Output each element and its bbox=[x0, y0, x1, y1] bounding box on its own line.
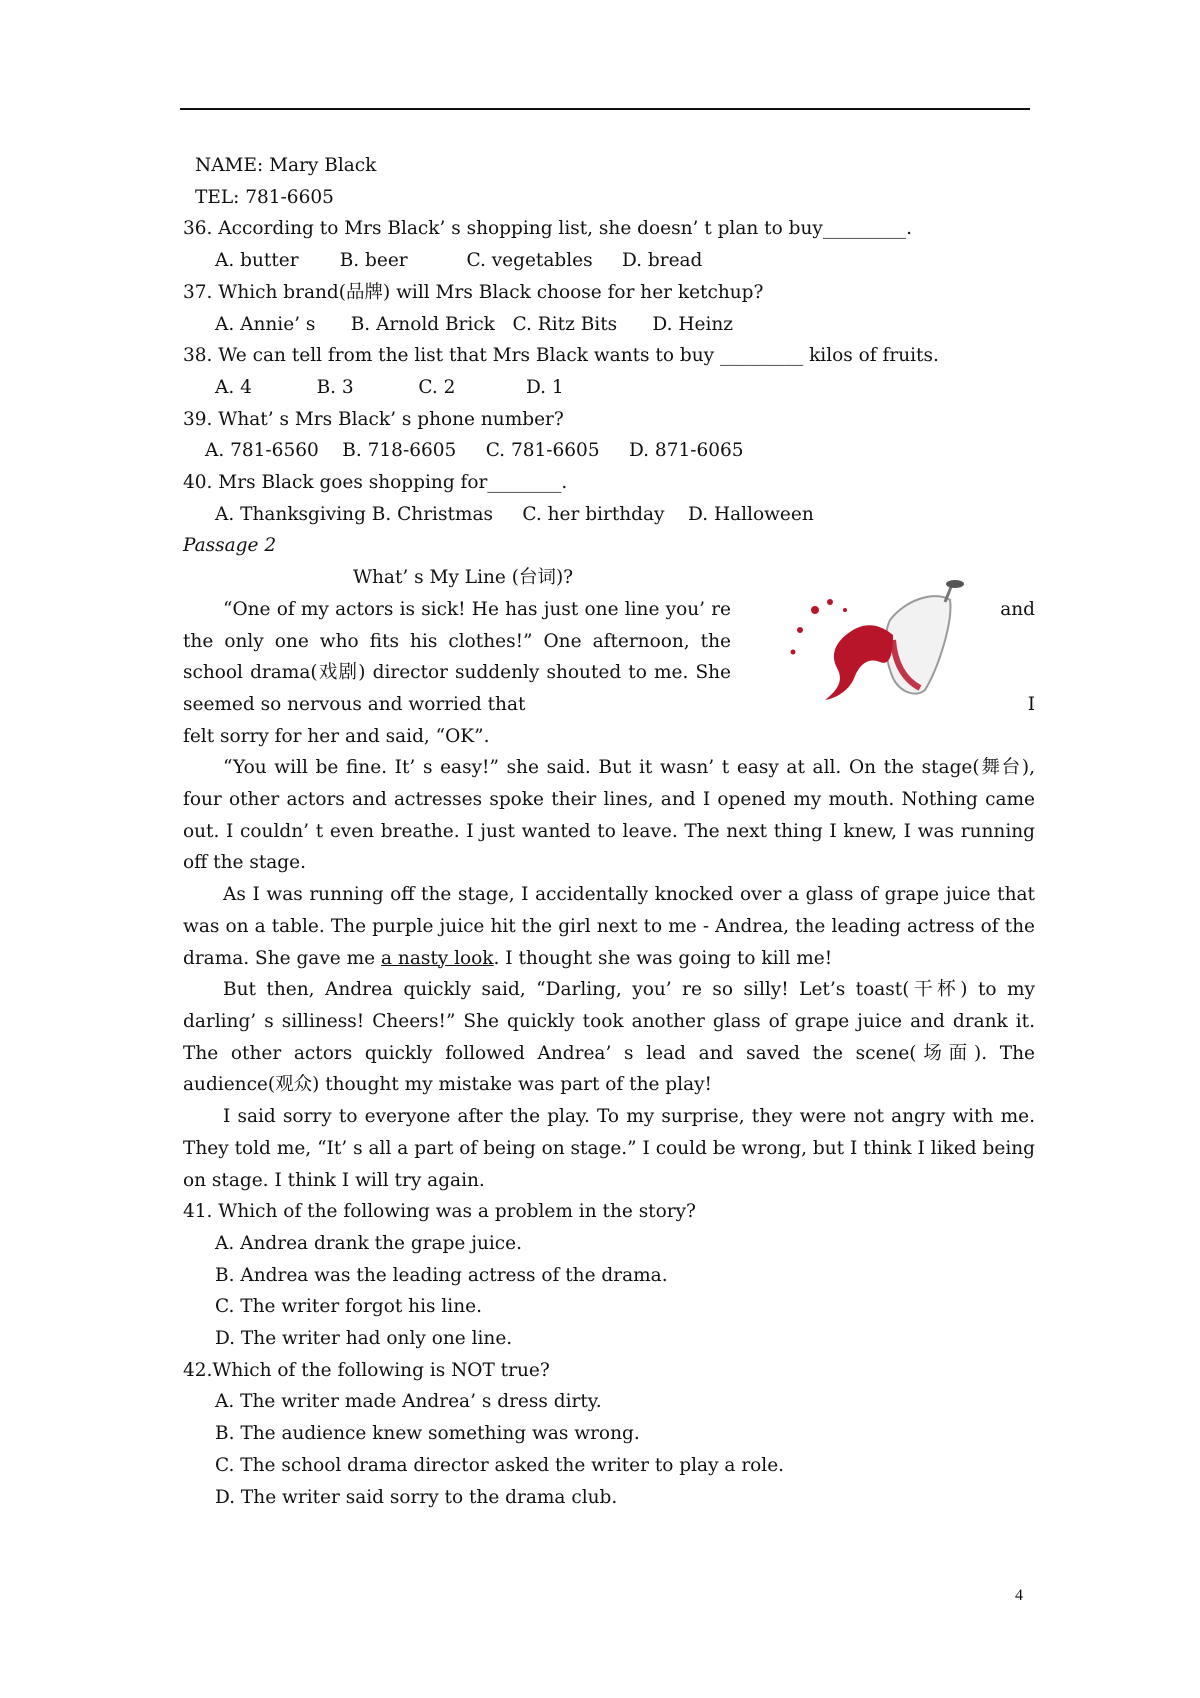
question-41-option-c: C. The writer forgot his line. bbox=[215, 1296, 482, 1318]
question-39-stem: 39. What’ s Mrs Black’ s phone number? bbox=[183, 408, 564, 430]
page-content bbox=[183, 150, 1035, 1513]
top-rule bbox=[180, 108, 1030, 110]
question-42-option-d: D. The writer said sorry to the drama club. bbox=[215, 1486, 618, 1508]
paragraph-1-text: “One of my actors is sick! He has just one line you’ re the only one who fits his clothes!” One afternoon, the school drama(戏剧) director suddenly shouted to me. She seemed so nervous and worried that bbox=[183, 598, 731, 715]
question-36-stem: 36. According to Mrs Black’ s shopping list, she doesn’ t plan to buy_________. bbox=[183, 218, 912, 240]
question-41-stem: 41. Which of the following was a problem in the story? bbox=[183, 1201, 696, 1223]
name-line: NAME: Mary Black bbox=[195, 155, 377, 176]
question-42-option-a: A. The writer made Andrea’ s dress dirty. bbox=[215, 1391, 602, 1413]
question-42-option-b: B. The audience knew something was wrong. bbox=[215, 1423, 640, 1445]
nasty-look-underlined: a nasty look bbox=[381, 947, 494, 969]
paragraph-1-and: and bbox=[1000, 598, 1035, 620]
paragraph-5: I said sorry to everyone after the play. To my surprise, they were not angry with me. They told me, “It’ s all a part of being on stage.” I could be wrong, but I think I liked being on stage. I think I will try again. bbox=[183, 1106, 1035, 1191]
paragraph-2: “You will be fine. It’ s easy!” she said. But it wasn’ t easy at all. On the stage(舞台), four other actors and actresses spoke their lines, and I opened my mouth. Nothing came out. I couldn’ t even breathe. I just wanted to leave. The next thing I knew, I was running off the stage. bbox=[183, 757, 1035, 874]
question-42-option-c: C. The school drama director asked the writer to play a role. bbox=[215, 1454, 785, 1476]
page-number: 4 bbox=[1015, 1587, 1023, 1604]
wine-glass-illustration bbox=[775, 580, 965, 710]
paragraph-1-end: felt sorry for her and said, “OK”. bbox=[183, 725, 490, 747]
question-36-options: A. butter B. beer C. vegetables D. bread bbox=[215, 250, 703, 272]
question-38-stem: 38. We can tell from the list that Mrs Black wants to buy _________ kilos of fruits. bbox=[183, 345, 939, 367]
question-41-option-a: A. Andrea drank the grape juice. bbox=[215, 1232, 522, 1254]
paragraph-4: But then, Andrea quickly said, “Darling, you’ re so silly! Let’s toast(干杯) to my darling’ s silliness! Cheers!” She quickly took another glass of grape juice and drank it. The other actors quickly followed Andrea’ s lead and saved the scene(场面). The audience(观众) thought my mistake was part of the play! bbox=[183, 979, 1035, 1096]
paragraph-3-end: . I thought she was going to kill me! bbox=[493, 947, 833, 969]
spilled-wine-glass-icon bbox=[775, 580, 965, 710]
question-40-options: A. Thanksgiving B. Christmas C. her birthday D. Halloween bbox=[215, 503, 814, 525]
passage-title: What’ s My Line (台词)? bbox=[353, 567, 574, 589]
question-39-options: A. 781-6560 B. 718-6605 C. 781-6605 D. 871-6065 bbox=[205, 440, 744, 462]
paragraph-1-i: I bbox=[1027, 693, 1035, 715]
question-37-options: A. Annie’ s B. Arnold Brick C. Ritz Bits D. Heinz bbox=[215, 313, 734, 335]
paragraph-3 bbox=[183, 879, 1035, 974]
question-38-options: A. 4 B. 3 C. 2 D. 1 bbox=[215, 376, 564, 398]
passage-label: Passage 2 bbox=[183, 535, 277, 557]
question-40-stem: 40. Mrs Black goes shopping for________. bbox=[183, 472, 568, 494]
question-37-stem: 37. Which brand(品牌) will Mrs Black choose for her ketchup? bbox=[183, 281, 764, 303]
tel-line: TEL: 781-6605 bbox=[195, 186, 334, 208]
question-41-option-d: D. The writer had only one line. bbox=[215, 1328, 513, 1350]
question-42-stem: 42.Which of the following is NOT true? bbox=[183, 1359, 550, 1381]
paragraph-3-start: As I was running off the stage, I accidentally knocked over a glass of grape juice that was on a table. The purple juice hit the girl next to me - Andrea, the leading actress of the drama. She gave me bbox=[183, 884, 1035, 969]
question-41-option-b: B. Andrea was the leading actress of the drama. bbox=[215, 1264, 668, 1286]
